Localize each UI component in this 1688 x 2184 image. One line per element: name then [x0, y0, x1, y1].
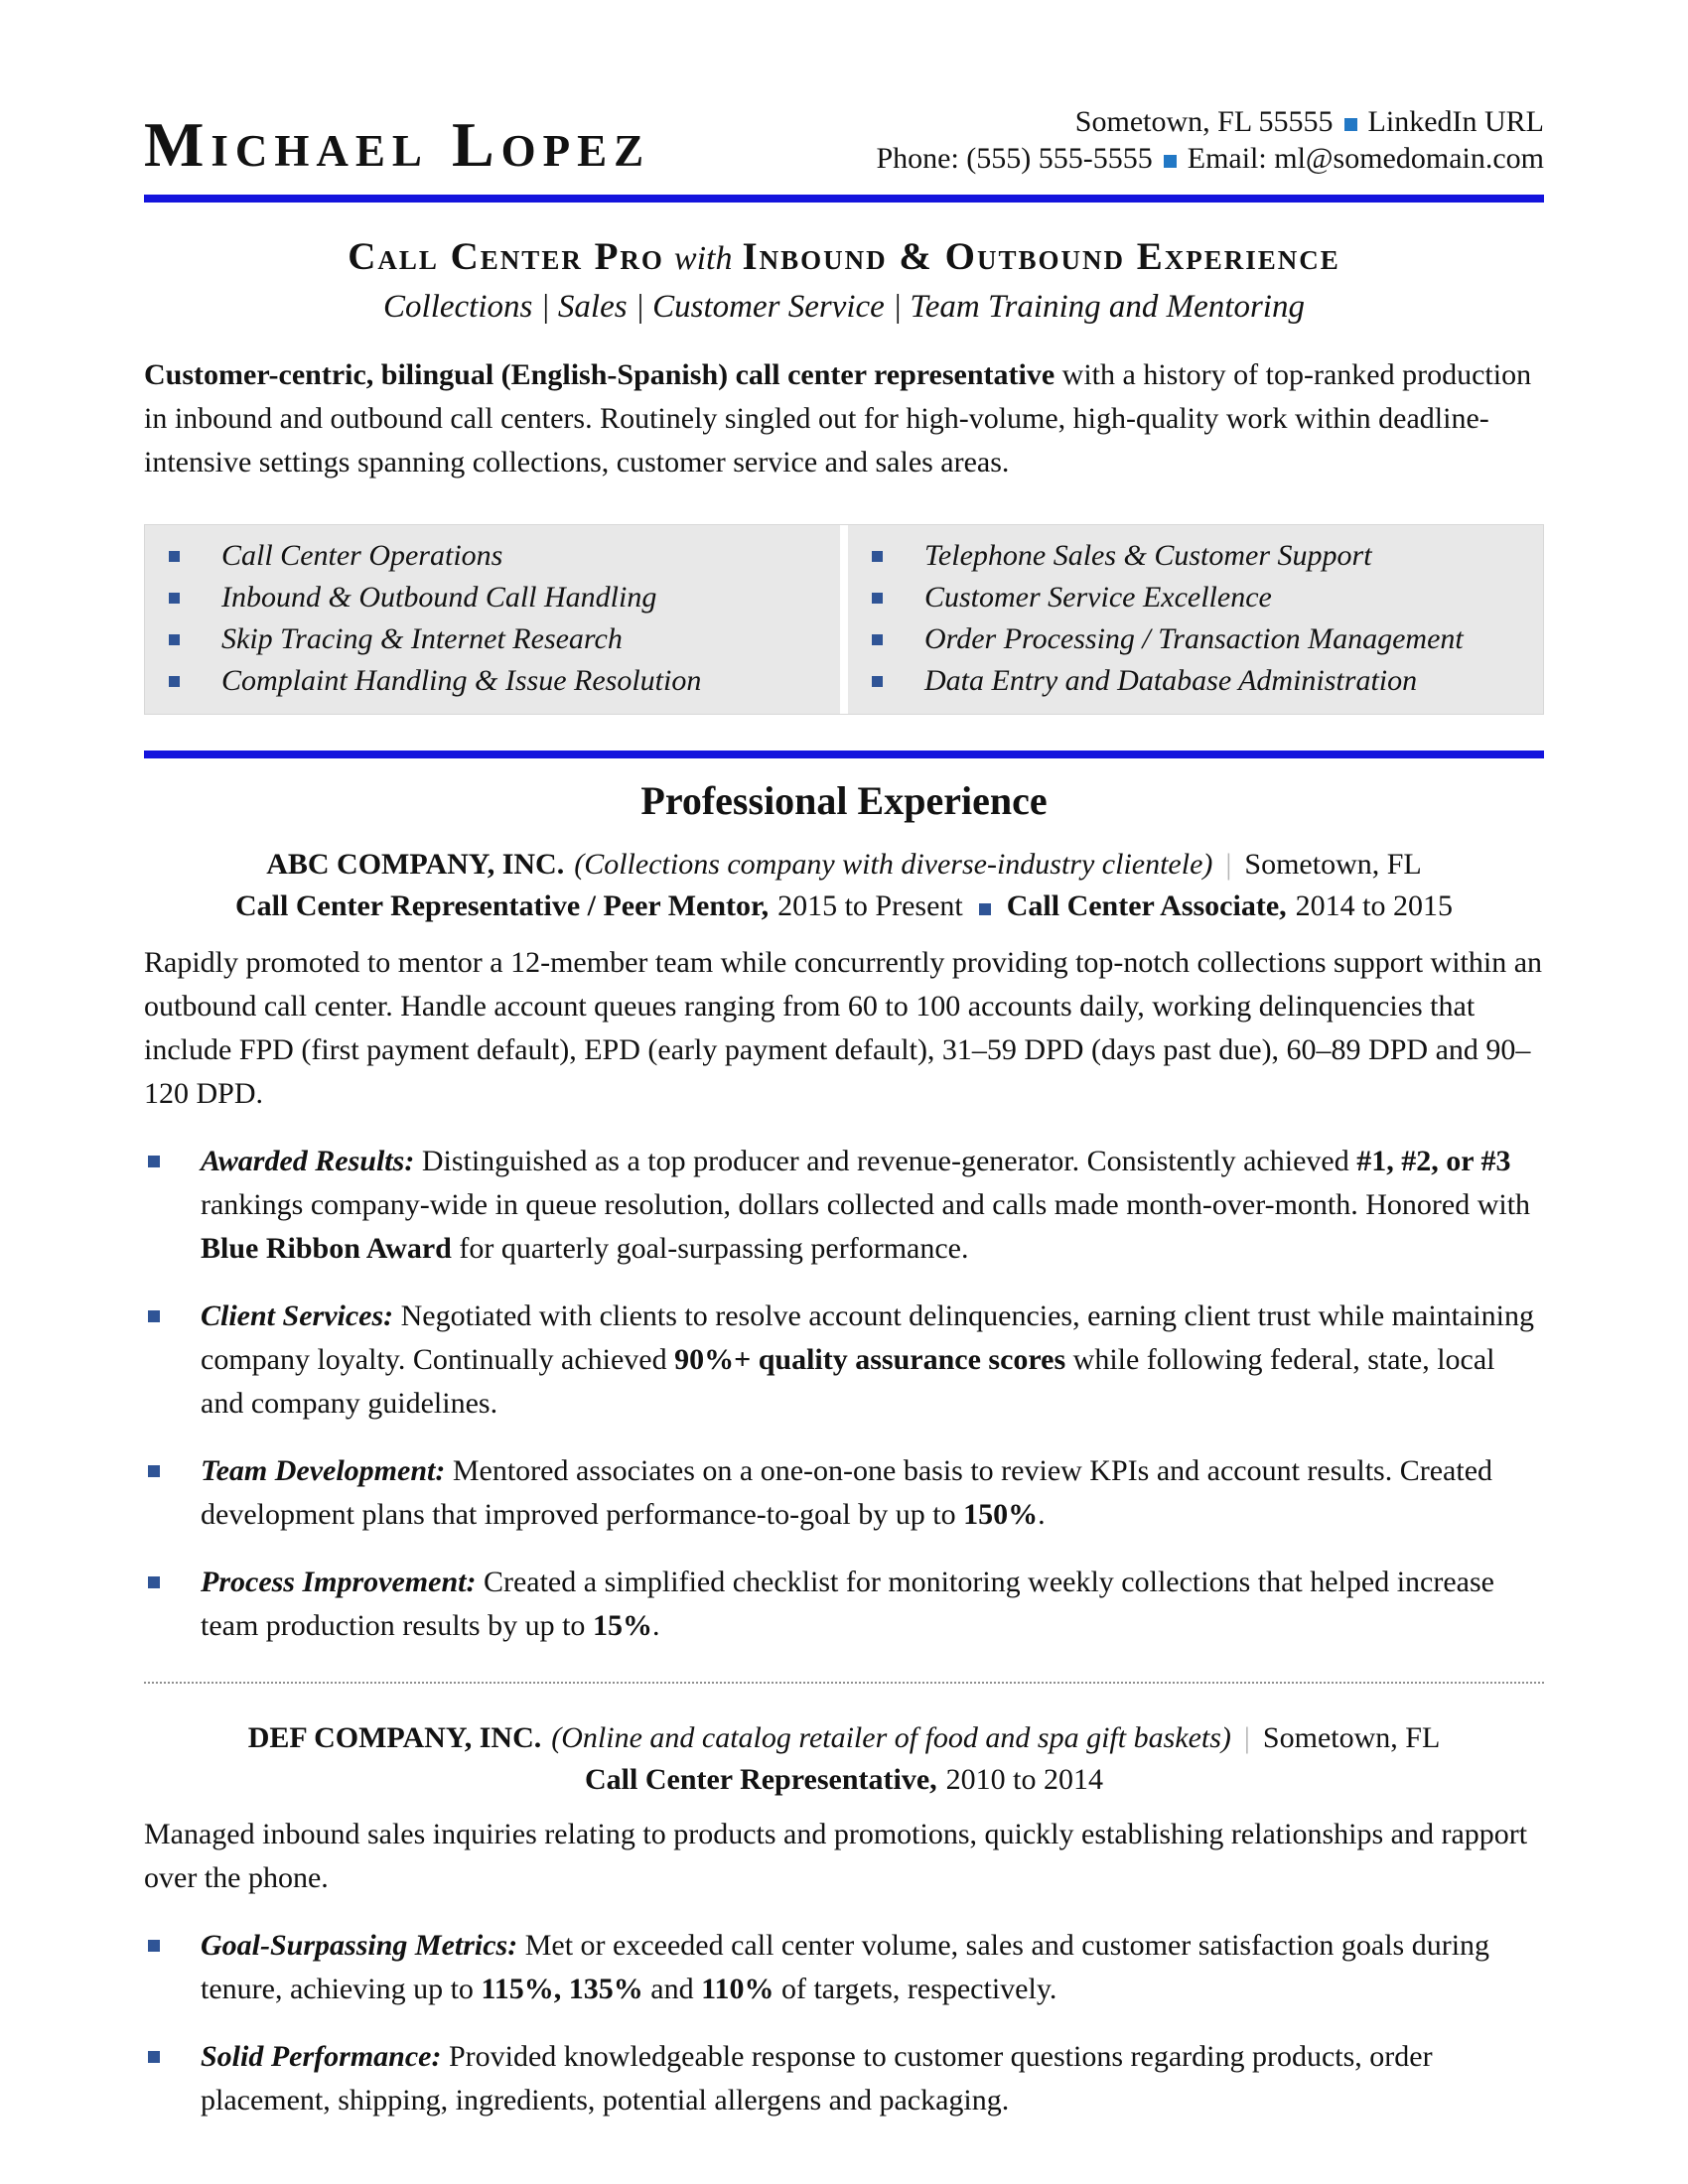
person-name: Michael Lopez [144, 109, 651, 180]
header [144, 103, 1544, 180]
job2-role1-title: Call Center Representative, [585, 1763, 937, 1796]
square-bullet-icon [872, 676, 883, 687]
square-bullet-icon [169, 551, 180, 562]
job1-bullet-1 [144, 1140, 1544, 1271]
contact-line-1 [876, 103, 1544, 140]
job1-bullet-3 [144, 1449, 1544, 1537]
skills-column-left [145, 525, 840, 714]
job2-role1-dates: 2010 to 2014 [945, 1763, 1103, 1796]
blue-rule-top [144, 195, 1544, 203]
square-bullet-icon [148, 1576, 160, 1588]
square-bullet-icon [1164, 155, 1177, 168]
skill-label: Data Entry and Database Administration [924, 664, 1418, 697]
skill-item [848, 577, 1543, 618]
skill-label: Call Center Operations [221, 539, 503, 572]
headline-subtitle: Collections | Sales | Customer Service | Team Training and Mentoring [383, 289, 1305, 325]
square-bullet-icon [872, 551, 883, 562]
skills-box [144, 524, 1544, 715]
summary-paragraph: Customer-centric, bilingual (English-Spanish) call center representative with a history of top-ranked production in inbound and outbound call centers. Routinely singled out for high-volume, high-quality work within deadline-intensive settings spanning collections, customer service and sales areas. [144, 358, 1532, 478]
job2-paragraph: Managed inbound sales inquiries relating to products and promotions, quickly establishing relationships and rapport over the phone. [144, 1818, 1528, 1894]
square-bullet-icon [148, 1156, 160, 1167]
contact-block [876, 103, 1544, 177]
job1-company-descriptor: (Collections company with diverse-industry clientele) [574, 848, 1213, 881]
job2-roles-line [144, 1761, 1544, 1799]
skill-item [145, 660, 840, 702]
square-bullet-icon [872, 593, 883, 604]
headline-with: with [673, 240, 733, 277]
job1-role2-title: Call Center Associate, [1006, 889, 1287, 922]
dotted-divider [144, 1682, 1544, 1684]
square-bullet-icon [148, 1310, 160, 1322]
job2-location: Sometown, FL [1262, 1721, 1441, 1754]
skill-label: Complaint Handling & Issue Resolution [221, 664, 702, 697]
bullet-text: Awarded Results: Distinguished as a top producer and revenue-generator. Consistently achieved #1, #2, or #3 rankings company-wide in queue resolution, dollars collected and calls made month-over-month. Honored with Blue Ribbon Award for quarterly goal-surpassing performance. [201, 1145, 1531, 1265]
job1-bullet-4 [144, 1561, 1544, 1648]
square-bullet-icon [979, 903, 991, 915]
bullet-text: Solid Performance: Provided knowledgeable response to customer questions regarding products, order placement, shipping, ingredients, potential allergens and packaging. [201, 2040, 1433, 2116]
job2-company-name: DEF COMPANY, INC. [247, 1721, 542, 1754]
job1-company-name: ABC COMPANY, INC. [266, 848, 565, 881]
skill-label: Skip Tracing & Internet Research [221, 622, 623, 655]
job2-bullet-2 [144, 2035, 1544, 2122]
skill-item [145, 618, 840, 660]
skill-item [848, 660, 1543, 702]
job2-bullet-1 [144, 1924, 1544, 2011]
section-heading-experience: Professional Experience [640, 778, 1048, 823]
bullet-text: Process Improvement: Created a simplified checklist for monitoring weekly collections that helped increase team production results by up to 15%. [201, 1566, 1494, 1642]
square-bullet-icon [148, 2051, 160, 2063]
square-bullet-icon [169, 676, 180, 687]
headline-lead: Call Center Pro [348, 235, 664, 278]
job2-company-line [144, 1719, 1544, 1757]
skill-label: Order Processing / Transaction Management [924, 622, 1464, 655]
job1-paragraph: Rapidly promoted to mentor a 12-member team while concurrently providing top-notch collections support within an outbound call center. Handle account queues ranging from 60 to 100 accounts daily, working delinquencies that include FPD (first payment default), EPD (early payment default), 31–59 DPD (days past due), 60–89 DPD and 90–120 DPD. [144, 946, 1543, 1110]
job1-bullet-2 [144, 1295, 1544, 1426]
job1-location: Sometown, FL [1244, 848, 1422, 881]
bullet-text: Team Development: Mentored associates on a one-on-one basis to review KPIs and account results. Created development plans that improved performance-to-goal by up to 150%. [201, 1454, 1493, 1531]
contact-location: Sometown, FL 55555 [1074, 105, 1334, 138]
blue-rule-section [144, 751, 1544, 758]
skill-item [848, 618, 1543, 660]
skill-item [145, 577, 840, 618]
square-bullet-icon [148, 1465, 160, 1477]
skills-column-right [848, 525, 1543, 714]
job1-role1-dates: 2015 to Present [777, 889, 963, 922]
skill-label: Inbound & Outbound Call Handling [221, 581, 657, 614]
job1-company-line [144, 846, 1544, 884]
square-bullet-icon [1344, 118, 1357, 131]
pipe-separator: | [1225, 848, 1232, 881]
skill-item [848, 535, 1543, 577]
contact-phone: Phone: (555) 555-5555 [876, 142, 1153, 175]
contact-email: Email: ml@somedomain.com [1187, 142, 1544, 175]
job2-company-descriptor: (Online and catalog retailer of food and spa gift baskets) [551, 1721, 1231, 1754]
contact-linkedin: LinkedIn URL [1367, 105, 1544, 138]
bullet-text: Goal-Surpassing Metrics: Met or exceeded call center volume, sales and customer satisfaction goals during tenure, achieving up to 115%, 135% and 110% of targets, respectively. [201, 1929, 1490, 2005]
skill-item [145, 535, 840, 577]
job1-role1-title: Call Center Representative / Peer Mentor, [235, 889, 770, 922]
square-bullet-icon [148, 1940, 160, 1952]
contact-line-2 [876, 140, 1544, 177]
headline-tail: Inbound & Outbound Experience [742, 235, 1340, 278]
skill-label: Telephone Sales & Customer Support [924, 539, 1372, 572]
square-bullet-icon [169, 634, 180, 645]
square-bullet-icon [872, 634, 883, 645]
headline-title [144, 234, 1544, 282]
pipe-separator: | [1243, 1721, 1250, 1754]
square-bullet-icon [169, 593, 180, 604]
job1-role2-dates: 2014 to 2015 [1295, 889, 1453, 922]
job1-roles-line [144, 887, 1544, 925]
bullet-text: Client Services: Negotiated with clients to resolve account delinquencies, earning client trust while maintaining company loyalty. Continually achieved 90%+ quality assurance scores while following federal, state, local and company guidelines. [201, 1299, 1534, 1420]
skill-label: Customer Service Excellence [924, 581, 1272, 614]
